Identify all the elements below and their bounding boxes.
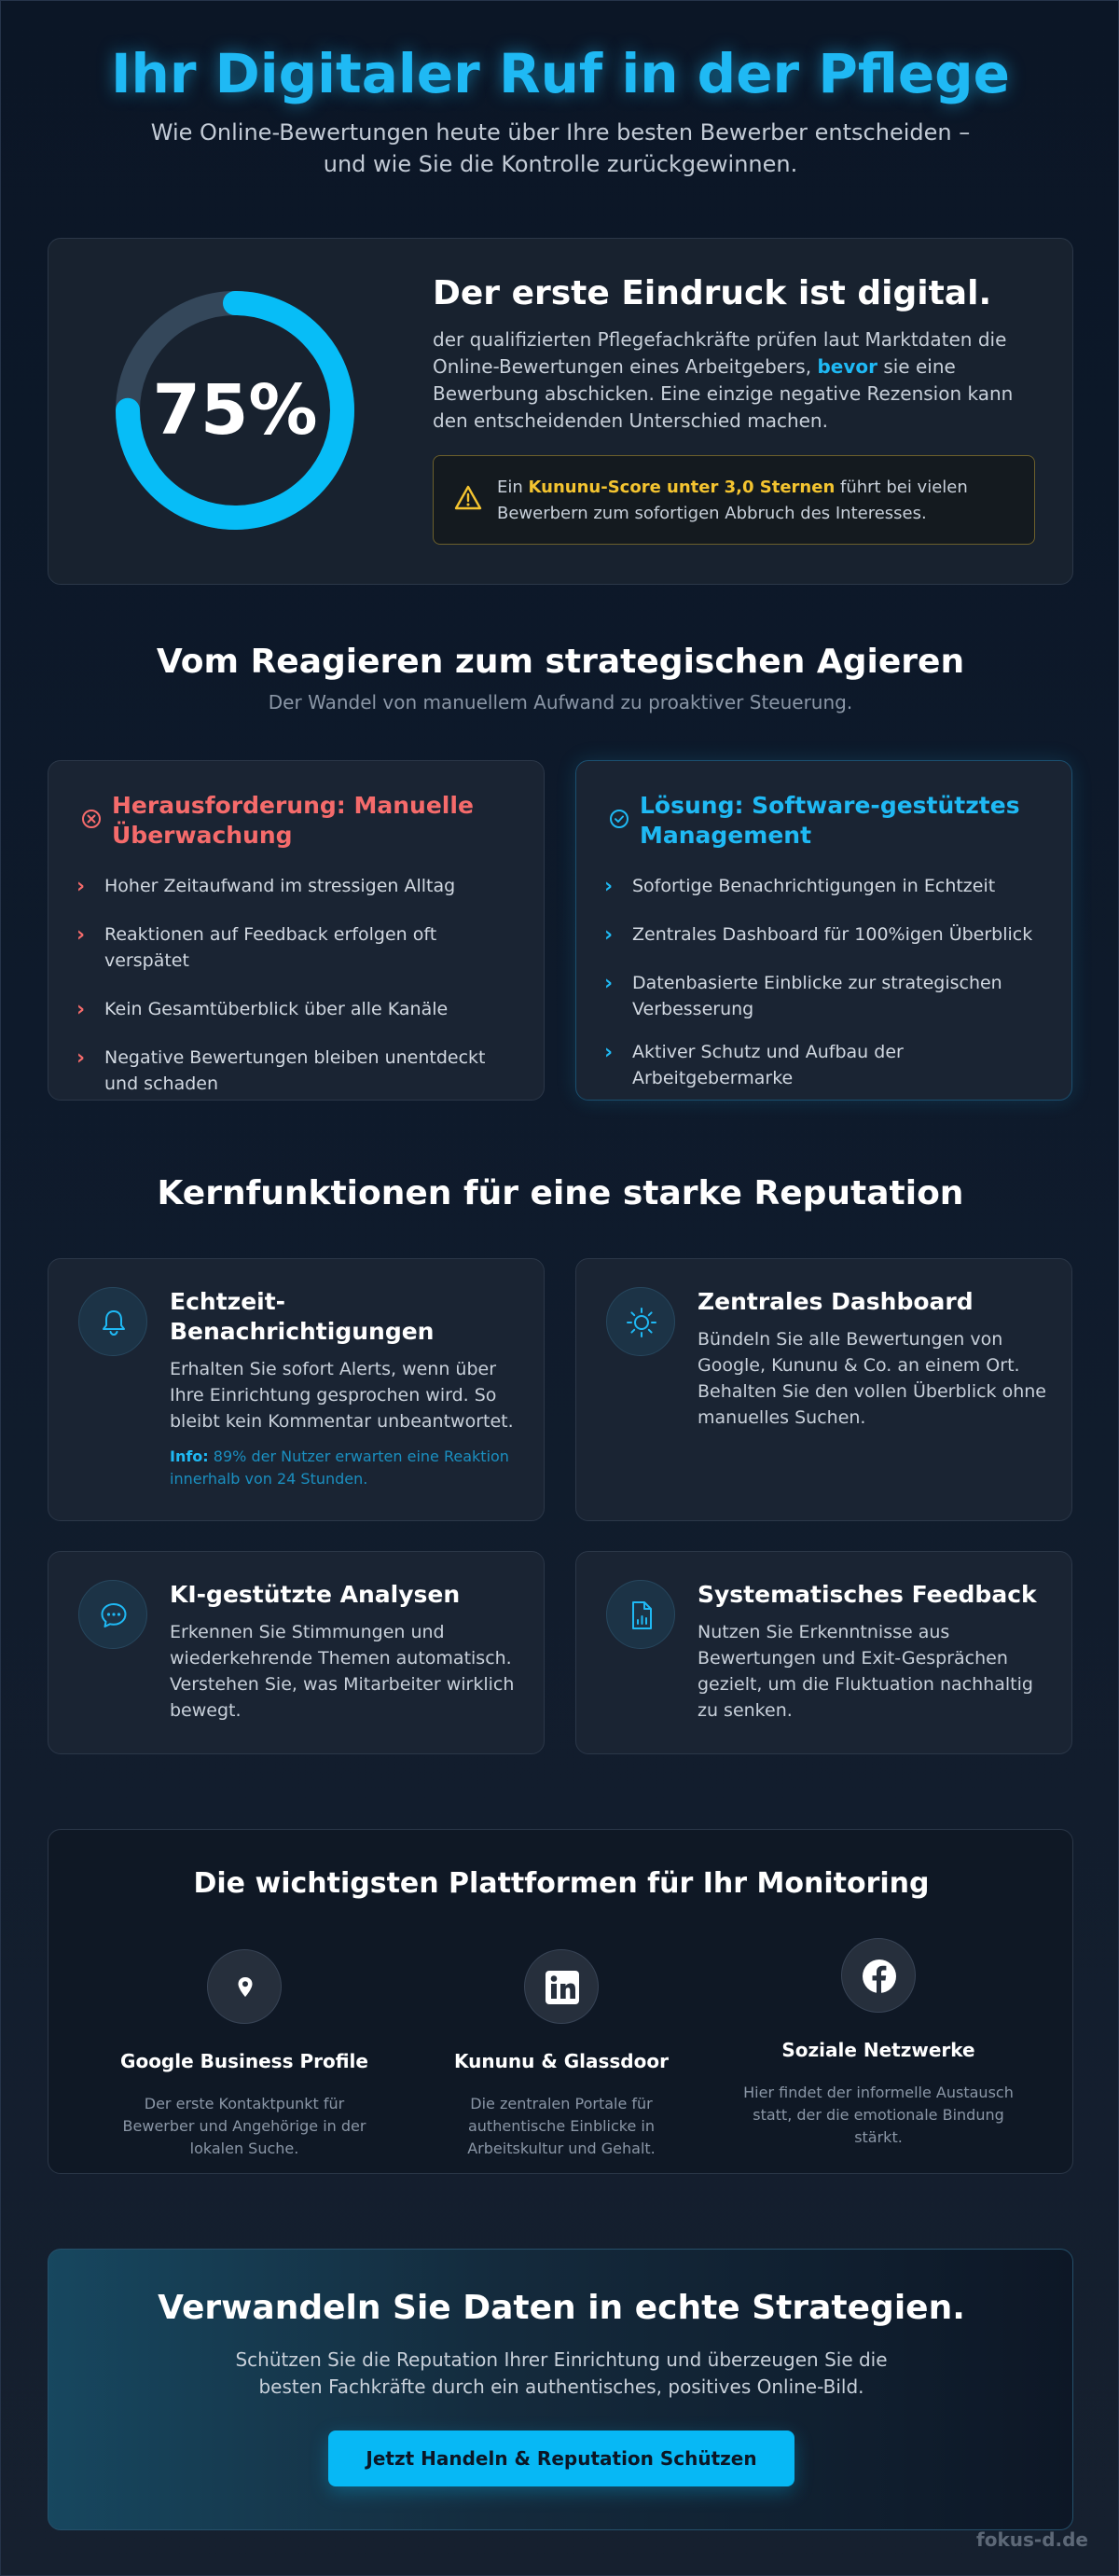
feature-title: Zentrales Dashboard <box>698 1288 974 1315</box>
intro-card <box>48 238 1073 585</box>
challenge-list <box>76 873 524 1119</box>
cta-subtitle: Schützen Sie die Reputation Ihrer Einrichtung und überzeugen Sie die besten Fachkräfte durch ein authentisches, positives Online-Bild. <box>235 2348 888 2398</box>
chat-bubble-icon <box>98 1600 130 1631</box>
list-item: › Datenbasierte Einblicke zur strategischen Verbesserung <box>604 972 1002 1019</box>
shift-title: Vom Reagieren zum strategischen Agieren <box>156 643 965 681</box>
platform-name: Google Business Profile <box>120 2050 368 2072</box>
intro-title: Der erste Eindruck ist digital. <box>433 274 992 312</box>
feature-desc: Nutzen Sie Erkenntnisse aus Bewertungen und Exit-Gesprächen gezielt, um die Fluktuation nachhaltig zu senken. <box>698 1622 1033 1721</box>
platform-desc: Hier findet der informelle Austausch statt, der die emotionale Bindung stärkt. <box>743 2084 1014 2146</box>
chevron-right-icon: › <box>76 923 86 947</box>
feature-title: KI-gestützte Analysen <box>170 1581 461 1608</box>
chevron-right-icon: › <box>604 875 614 898</box>
chevron-right-icon: › <box>604 972 614 995</box>
list-item: › Hoher Zeitaufwand im stressigen Alltag <box>76 875 456 898</box>
facebook-icon <box>861 1958 898 1995</box>
cta-button[interactable]: Jetzt Handeln & Reputation Schützen <box>328 2431 794 2486</box>
list-item: › Kein Gesamtüberblick über alle Kanäle <box>76 998 449 1021</box>
sun-dashboard-icon <box>626 1307 657 1338</box>
linkedin-icon <box>544 1969 581 2006</box>
feature-card-dashboard <box>575 1258 1072 1521</box>
platforms-title: Die wichtigsten Plattformen für Ihr Monitoring <box>193 1867 930 1900</box>
platform-kununu <box>412 1949 711 2160</box>
warning-box <box>433 455 1035 545</box>
platform-google <box>95 1949 394 2160</box>
list-item: › Zentrales Dashboard für 100%igen Überblick <box>604 923 1033 947</box>
platform-desc: Der erste Kontaktpunkt für Bewerber und Angehörige in der lokalen Suche. <box>122 2095 366 2157</box>
feature-desc: Erhalten Sie sofort Alerts, wenn über Ihre Einrichtung gesprochen wird. So bleibt kein Kommentar unbeantwortet. <box>170 1359 514 1432</box>
warning-highlight: Kununu-Score unter 3,0 Sternen <box>528 478 836 497</box>
feature-title: Systematisches Feedback <box>698 1581 1037 1608</box>
warning-text: Ein Kununu-Score unter 3,0 Sternen führt bei vielen Bewerbern zum sofortigen Abbruch des Interesses. <box>497 478 968 523</box>
feature-desc: Erkennen Sie Stimmungen und wiederkehrende Themen automatisch. Verstehen Sie, was Mitarbeiter wirklich bewegt. <box>170 1622 515 1721</box>
features-title: Kernfunktionen für eine starke Reputation <box>157 1174 964 1212</box>
footer-brand: fokus-d.de <box>976 2528 1088 2551</box>
list-item: › Sofortige Benachrichtigungen in Echtzeit <box>604 875 996 898</box>
platform-name: Soziale Netzwerke <box>781 2039 975 2061</box>
platforms-card <box>48 1829 1073 2174</box>
list-item: › Reaktionen auf Feedback erfolgen oft verspätet <box>76 923 437 971</box>
page-subtitle: Wie Online-Bewertungen heute über Ihre besten Bewerber entscheiden – und wie Sie die Kontrolle zurückgewinnen. <box>150 119 971 177</box>
solution-list <box>604 873 1052 1114</box>
page <box>1 1 1119 2576</box>
warning-triangle-icon <box>454 484 482 512</box>
page-title: Ihr Digitaler Ruf in der Pflege <box>110 42 1011 105</box>
feature-card-ai <box>48 1551 545 1754</box>
percent-value: 75% <box>152 370 318 450</box>
platform-desc: Die zentralen Portale für authentische Einblicke in Arbeitskultur und Gehalt. <box>467 2095 656 2157</box>
solution-card <box>575 760 1072 1101</box>
map-pin-icon <box>227 1969 264 2006</box>
feature-card-feedback <box>575 1551 1072 1754</box>
feature-info: Info: 89% der Nutzer erwarten eine Reaktion innerhalb von 24 Stunden. <box>170 1447 509 1488</box>
x-circle-icon <box>80 808 103 830</box>
chevron-right-icon: › <box>76 1046 86 1070</box>
list-item: › Aktiver Schutz und Aufbau der Arbeitgebermarke <box>604 1041 904 1088</box>
platform-social <box>729 1938 1028 2149</box>
chevron-right-icon: › <box>604 1041 614 1064</box>
bell-icon <box>98 1307 130 1338</box>
check-circle-icon <box>608 808 630 830</box>
feature-desc: Bündeln Sie alle Bewertungen von Google, Kununu & Co. an einem Ort. Behalten Sie den vollen Überblick ohne manuelles Suchen. <box>698 1329 1046 1428</box>
challenge-card <box>48 760 545 1101</box>
feature-title: Echtzeit-Benachrichtigungen <box>170 1288 435 1345</box>
solution-title: Lösung: Software-gestütztes Management <box>640 792 1020 849</box>
feature-card-realtime <box>48 1258 545 1521</box>
intro-body: der qualifizierten Pflegefachkräfte prüfen laut Marktdaten die Online-Bewertungen eines Arbeitgebers, bevor sie eine Bewerbung abschicken. Eine einzige negative Rezension kann den entscheidenden Unterschied machen. <box>433 328 1014 432</box>
chevron-right-icon: › <box>76 875 86 898</box>
document-chart-icon <box>626 1600 657 1631</box>
chevron-right-icon: › <box>604 923 614 947</box>
cta-title: Verwandeln Sie Daten in echte Strategien. <box>158 2289 965 2327</box>
shift-subtitle: Der Wandel von manuellem Aufwand zu proaktiver Steuerung. <box>268 691 853 713</box>
chevron-right-icon: › <box>76 998 86 1021</box>
intro-highlight: bevor <box>817 355 877 378</box>
list-item: › Negative Bewertungen bleiben unentdeckt und schaden <box>76 1046 486 1094</box>
platform-name: Kununu & Glassdoor <box>454 2050 669 2072</box>
challenge-title: Herausforderung: Manuelle Überwachung <box>112 792 474 849</box>
cta-card <box>48 2249 1073 2530</box>
